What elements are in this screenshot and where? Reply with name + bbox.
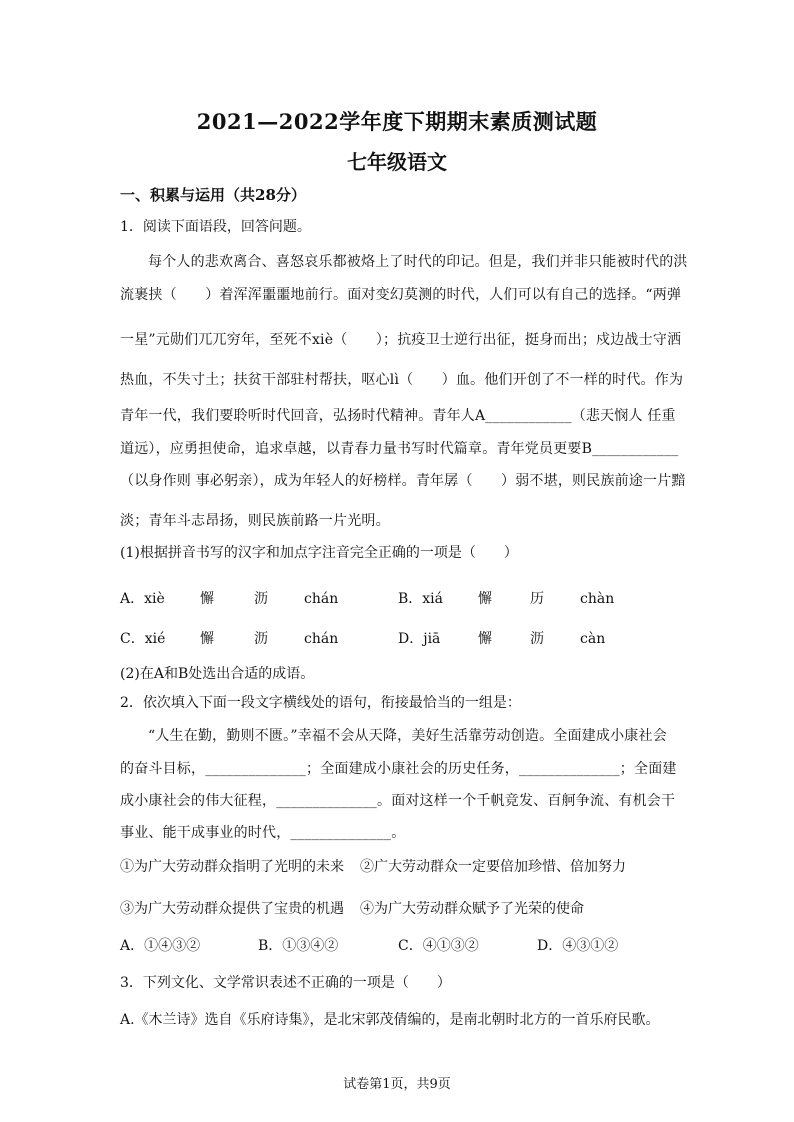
- q1-option-a-char: 沥: [254, 591, 268, 607]
- q2-option-d: D．④③①②: [537, 938, 619, 954]
- q1-option-d-char: 沥: [530, 631, 544, 647]
- q1-passage-line: 青年一代，我们要聆听时代回音，弘扬时代精神。青年人A____________（悲天悯人 任重: [120, 408, 676, 424]
- q2-choice-4: ④为广大劳动群众赋予了光荣的使命: [360, 901, 584, 917]
- q2-passage-line: 事业、能干成事业的时代，______________。: [120, 825, 406, 841]
- page-subtitle: 七年级语文: [347, 150, 447, 174]
- q1-passage-line: 热血，不失寸土；扶贫干部驻村帮扶，呕心lì（ ）血。他们开创了不一样的时代。作为: [120, 372, 684, 388]
- q1-option-b-label: B．xiá: [398, 591, 444, 607]
- q1-option-a-char: 懈: [200, 591, 214, 607]
- q2-passage-line: “人生在勤，勤则不匮。”幸福不会从天降，美好生活靠劳动创造。全面建成小康社会: [148, 728, 667, 744]
- q1-passage-line: 淡；青年斗志昂扬，则民族前路一片光明。: [120, 513, 390, 529]
- q1-passage-line: 流裹挟（ ）着浑浑噩噩地前行。面对变幻莫测的时代，人们可以有自己的选择。“两弹: [120, 287, 682, 303]
- q1-option-d-label: D．jiā: [398, 631, 441, 647]
- q2-choice-1: ①为广大劳动群众指明了光明的未来: [120, 859, 344, 875]
- q1-passage-line: 每个人的悲欢离合、喜怒哀乐都被烙上了时代的印记。但是，我们并非只能被时代的洪: [148, 254, 688, 270]
- q1-option-b-char: 历: [530, 591, 544, 607]
- page-title: 2021—2022学年度下期期末素质测试题: [196, 109, 598, 134]
- q1-option-a-label: A．xiè: [120, 591, 165, 607]
- q1-option-d-pinyin: càn: [580, 631, 606, 647]
- q1-option-b-char: 懈: [478, 591, 492, 607]
- question-3-stem: 3．下列文化、文学常识表述不正确的一项是（ ）: [120, 975, 451, 991]
- q2-passage-line: 的奋斗目标，______________；全面建成小康社会的历史任务，______________；全面建: [120, 761, 677, 777]
- question-1-stem: 1．阅读下面语段，回答问题。: [120, 219, 311, 235]
- q2-choice-3: ③为广大劳动群众提供了宝贵的机遇: [120, 901, 344, 917]
- q1-passage-line: （以身作则 事必躬亲），成为年轻人的好榜样。青年孱（ ）弱不堪，则民族前途一片黯: [120, 473, 686, 489]
- q1-option-a-pinyin: chán: [304, 591, 339, 607]
- q1-option-c-char: 沥: [254, 631, 268, 647]
- q2-choice-2: ②广大劳动群众一定要倍加珍惜、倍加努力: [360, 859, 626, 875]
- q1-sub-question-2: (2)在A和B处选出合适的成语。: [120, 666, 315, 682]
- q1-option-c-char: 懈: [200, 631, 214, 647]
- q1-sub-question-1: (1)根据拼音书写的汉字和加点字注音完全正确的一项是（ ）: [120, 545, 518, 561]
- q2-option-a: A．①④③②: [120, 938, 201, 954]
- q2-option-b: B．①③④②: [258, 938, 339, 954]
- q1-option-b-pinyin: chàn: [580, 591, 615, 607]
- q1-option-c-label: C．xié: [120, 631, 166, 647]
- q3-option-a: A.《木兰诗》选自《乐府诗集》，是北宋郭茂倩编的，是南北朝时北方的一首乐府民歌。: [120, 1012, 660, 1028]
- question-2-stem: 2．依次填入下面一段文字横线处的语句，衔接最恰当的一组是：: [120, 695, 521, 711]
- q1-option-c-pinyin: chán: [304, 631, 339, 647]
- q2-option-c: C．④①③②: [398, 938, 479, 954]
- q1-option-d-char: 懈: [478, 631, 492, 647]
- page-footer: 试卷第1页，共9页: [343, 1077, 451, 1092]
- q2-passage-line: 成小康社会的伟大征程，______________。面对这样一个千帆竞发、百舸争流、有机会干: [120, 793, 676, 809]
- q1-passage-line: 一星”元勋们兀兀穷年，至死不xiè（ ）；抗疫卫士逆行出征，挺身而出；戍边战士守洒: [120, 332, 682, 348]
- q1-passage-line: 道远），应勇担使命，追求卓越，以青春力量书写时代篇章。青年党员更要B____________: [120, 441, 679, 457]
- section-heading: 一、积累与运用（共28分）: [120, 186, 306, 204]
